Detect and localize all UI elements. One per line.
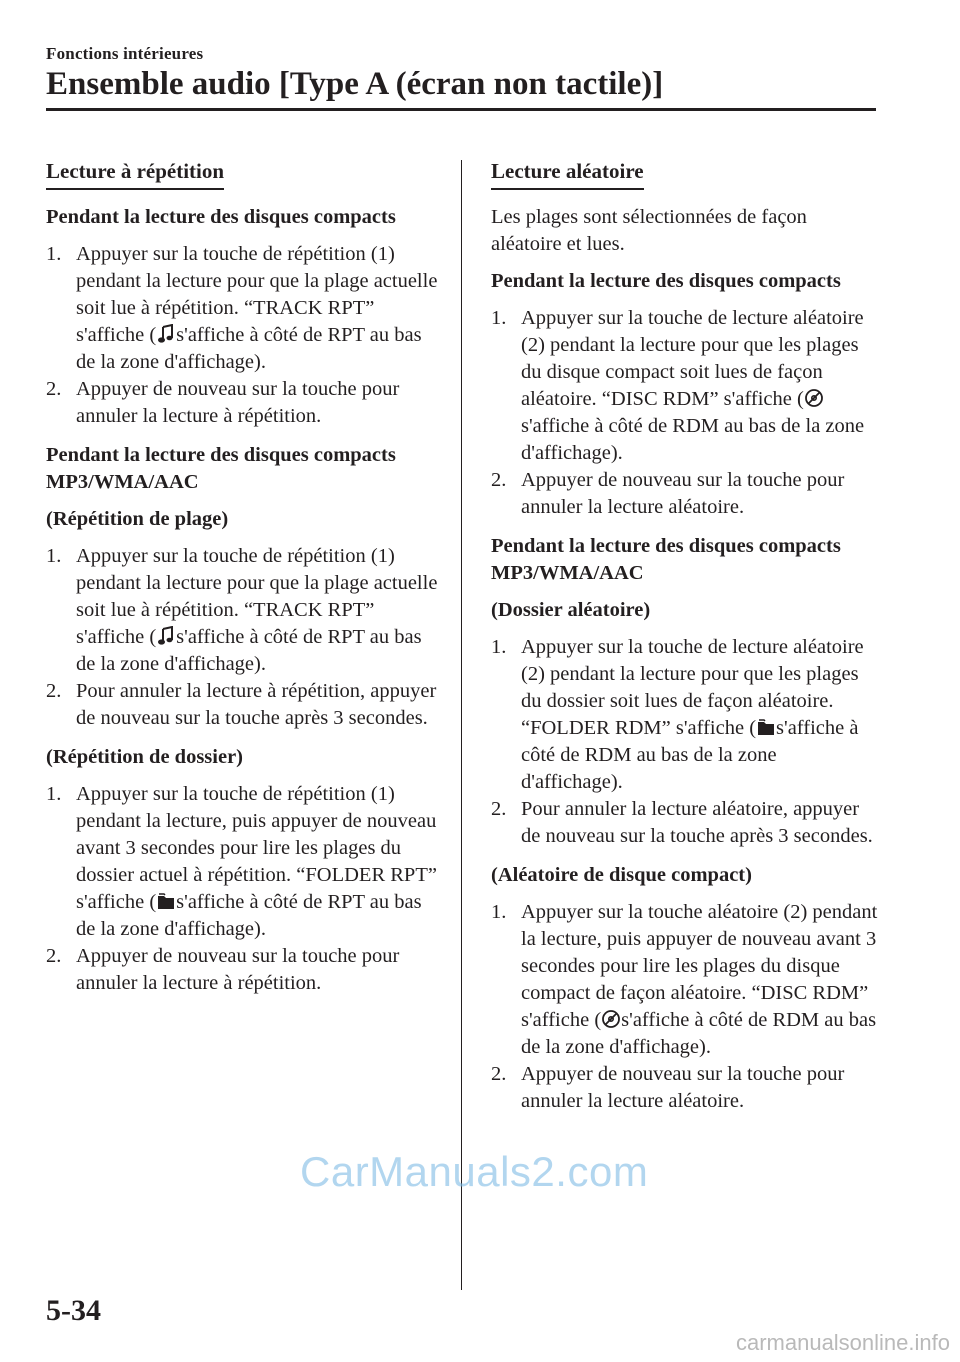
step-number: 1. xyxy=(491,901,507,923)
step-text: Appuyer sur la touche de répétition (1) pendant la lecture, puis appuyer de nouveau avant 3 secondes pour lire les plages du dossier actuel à répétition. “FOLDER RPT” s'affiche ( xyxy=(76,783,437,913)
step-text: Appuyer de nouveau sur la touche pour annuler la lecture à répétition. xyxy=(76,945,400,994)
list-item xyxy=(46,943,446,997)
step-number: 1. xyxy=(491,636,507,658)
step-text: Appuyer de nouveau sur la touche pour annuler la lecture aléatoire. xyxy=(521,1063,845,1112)
disc-random-steps xyxy=(491,899,881,1115)
list-item xyxy=(491,1061,881,1115)
step-number: 2. xyxy=(46,945,62,967)
step-number: 2. xyxy=(46,378,62,400)
repeat-section-title: Lecture à répétition xyxy=(46,158,224,190)
step-text: Appuyer sur la touche de répétition (1) pendant la lecture pour que la plage actuelle soit lue à répétition. “TRACK RPT” s'affiche ( xyxy=(76,545,438,648)
cd-repeat-steps xyxy=(46,241,446,430)
music-note-icon xyxy=(157,324,175,344)
right-column xyxy=(491,158,881,1127)
column-divider xyxy=(461,160,462,1290)
step-number: 2. xyxy=(46,680,62,702)
folder-random-heading: (Dossier aléatoire) xyxy=(491,599,651,621)
step-number: 1. xyxy=(491,307,507,329)
step-number: 2. xyxy=(491,469,507,491)
list-item xyxy=(46,241,446,376)
disc-icon xyxy=(602,1009,620,1029)
folder-repeat-heading: (Répétition de dossier) xyxy=(46,746,244,768)
random-intro: Les plages sont sélectionnées de façon aléatoire et lues. xyxy=(491,206,807,255)
cd-heading: Pendant la lecture des disques compacts xyxy=(491,270,841,292)
step-number: 2. xyxy=(491,1063,507,1085)
step-text: Appuyer de nouveau sur la touche pour annuler la lecture à répétition. xyxy=(76,378,400,427)
cd-random-steps xyxy=(491,305,881,521)
step-text-cont: s'affiche à côté de RPT au bas de la zone d'affichage). xyxy=(76,626,422,675)
list-item xyxy=(46,543,446,678)
page-number: 5-34 xyxy=(46,1294,101,1327)
step-text: Pour annuler la lecture aléatoire, appuyer de nouveau sur la touche après 3 secondes. xyxy=(521,798,873,847)
step-text: Appuyer de nouveau sur la touche pour annuler la lecture aléatoire. xyxy=(521,469,845,518)
list-item xyxy=(46,678,446,732)
list-item xyxy=(491,796,881,850)
list-item xyxy=(491,467,881,521)
track-repeat-heading: (Répétition de plage) xyxy=(46,508,229,530)
step-text-cont: s'affiche à côté de RPT au bas de la zone d'affichage). xyxy=(76,891,422,940)
step-text: Appuyer sur la touche de lecture aléatoire (2) pendant la lecture pour que les plages du disque compact soit lues de façon aléatoire. “DISC RDM” s'affiche ( xyxy=(521,307,864,410)
disc-random-heading: (Aléatoire de disque compact) xyxy=(491,864,752,886)
list-item xyxy=(491,305,881,467)
step-text-cont: s'affiche à côté de RDM au bas de la zone d'affichage). xyxy=(521,1009,877,1058)
music-note-icon xyxy=(157,626,175,646)
list-item xyxy=(46,376,446,430)
folder-random-steps xyxy=(491,634,881,850)
header-rule xyxy=(46,108,876,111)
step-number: 2. xyxy=(491,798,507,820)
mp3-heading: Pendant la lecture des disques compacts MP3/WMA/AAC xyxy=(46,444,396,493)
step-text-cont: s'affiche à côté de RDM au bas de la zone d'affichage). xyxy=(521,717,859,793)
watermark: CarManuals2.com xyxy=(300,1148,649,1195)
section-label: Fonctions intérieures xyxy=(46,44,204,63)
step-number: 1. xyxy=(46,545,62,567)
list-item xyxy=(491,899,881,1061)
site-watermark: carmanualsonline.info xyxy=(735,1330,950,1355)
step-text-cont: s'affiche à côté de RPT au bas de la zone d'affichage). xyxy=(76,324,422,373)
step-text: Appuyer sur la touche de lecture aléatoire (2) pendant la lecture pour que les plages du dossier soit lues de façon aléatoire. “FOLDER RDM” s'affiche ( xyxy=(521,636,864,739)
left-column xyxy=(46,158,446,1009)
track-repeat-steps xyxy=(46,543,446,732)
step-text: Appuyer sur la touche aléatoire (2) pendant la lecture, puis appuyer de nouveau avant 3 secondes pour lire les plages du disque compact de façon aléatoire. “DISC RDM” s'affiche ( xyxy=(521,901,878,1031)
list-item xyxy=(46,781,446,943)
random-section-title: Lecture aléatoire xyxy=(491,158,644,190)
folder-icon xyxy=(757,717,775,737)
step-number: 1. xyxy=(46,243,62,265)
folder-icon xyxy=(157,891,175,911)
step-text-cont: s'affiche à côté de RDM au bas de la zone d'affichage). xyxy=(521,415,865,464)
step-number: 1. xyxy=(46,783,62,805)
cd-heading: Pendant la lecture des disques compacts xyxy=(46,206,396,228)
step-text: Appuyer sur la touche de répétition (1) pendant la lecture pour que la plage actuelle soit lue à répétition. “TRACK RPT” s'affiche ( xyxy=(76,243,438,346)
mp3-heading: Pendant la lecture des disques compacts MP3/WMA/AAC xyxy=(491,535,841,584)
step-text: Pour annuler la lecture à répétition, appuyer de nouveau sur la touche après 3 secondes. xyxy=(76,680,437,729)
folder-repeat-steps xyxy=(46,781,446,997)
disc-icon xyxy=(805,388,823,408)
list-item xyxy=(491,634,881,796)
page-title: Ensemble audio [Type A (écran non tactile)] xyxy=(46,66,664,102)
